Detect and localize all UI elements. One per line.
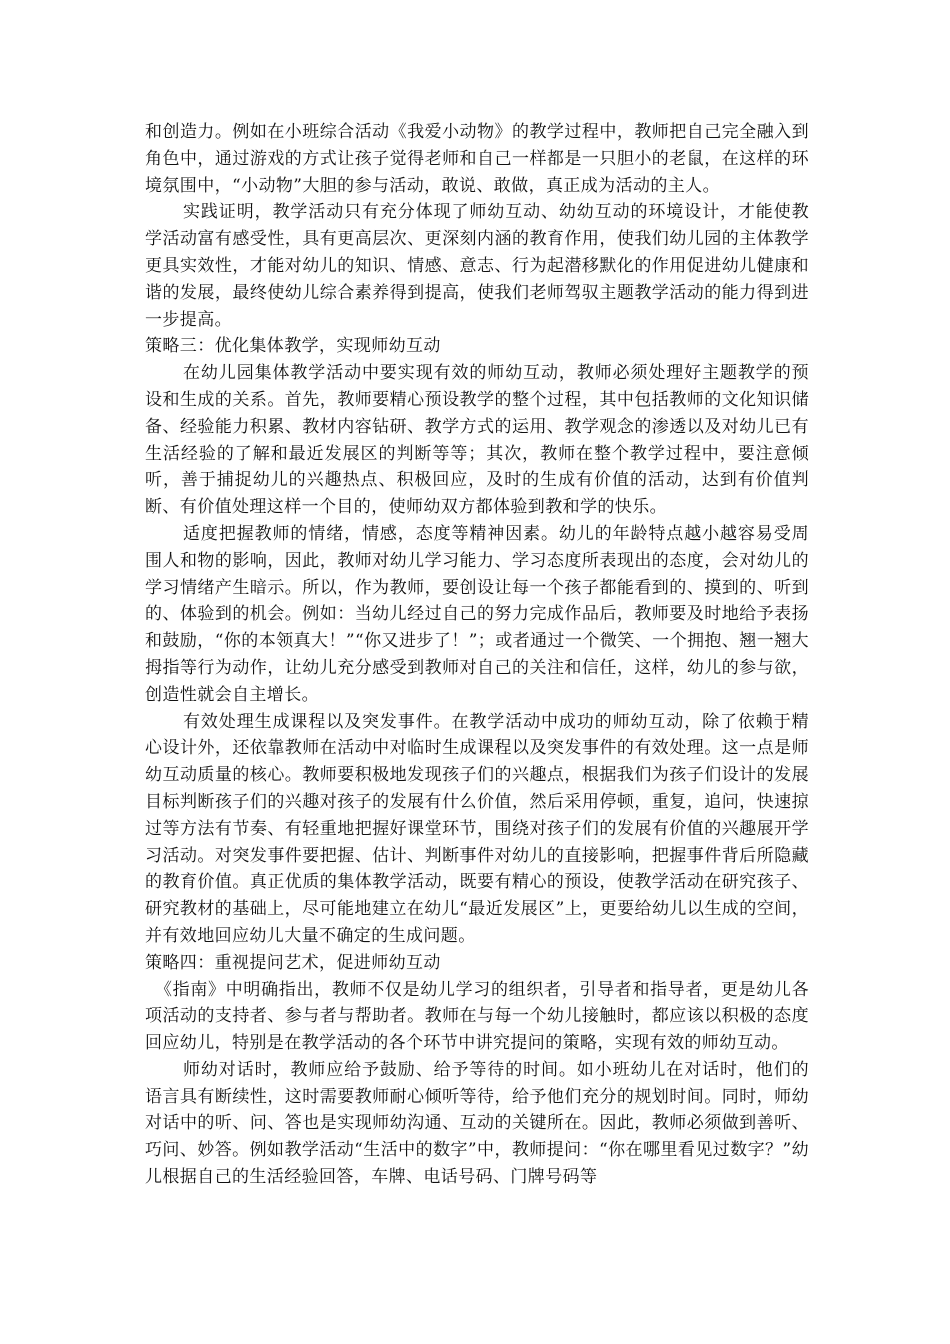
paragraph-generated-curriculum: 有效处理生成课程以及突发事件。在教学活动中成功的师幼互动，除了依赖于精心设计外，还依靠教师在活动中对临时生成课程以及突发事件的有效处理。这一点是师幼互动质量的核心。教师要积极地发现孩子们的兴趣点，根据我们为孩子们设计的发展目标判断孩子们的兴趣对孩子的发展有什么价值，然后采用停顿，重复，追问，快速掠过等方法有节奏、有轻重地把握好课堂环节，围绕对孩子们的发展有价值的兴趣展开学习活动。对突发事件要把握、估计、判断事件对幼儿的直接影响，把握事件背后所隐藏的教育价值。真正优质的集体教学活动，既要有精心的预设，使教学活动在研究孩子、研究教材的基础上，尽可能地建立在幼儿“最近发展区”上，更要给幼儿以生成的空间，并有效地回应幼儿大量不确定的生成问题。 [145,711,809,946]
section-heading-strategy-3: 策略三：优化集体教学，实现师幼互动 [145,336,441,357]
section-heading-strategy-4: 策略四：重视提问艺术，促进师幼互动 [145,952,441,973]
paragraph-continuation: 和创造力。例如在小班综合活动《我爱小动物》的教学过程中，教师把自己完全融入到角色中，通过游戏的方式让孩子觉得老师和自己一样都是一只胆小的老鼠，在这样的环境氛围中，“小动物”大胆的参与活动，敢说、敢做，真正成为活动的主人。 [145,122,809,196]
paragraph-dialogue: 师幼对话时，教师应给予鼓励、给予等待的时间。如小班幼儿在对话时，他们的语言具有断续性，这时需要教师耐心倾听等待，给予他们充分的规划时间。同时，师幼对话中的听、问、答也是实现师幼沟通、互动的关键所在。因此，教师必须做到善听、巧问、妙答。例如教学活动“生活中的数字”中，教师提问：“你在哪里看见过数字？”幼儿根据自己的生活经验回答，车牌、电话号码、门牌号码等 [145,1059,809,1188]
paragraph-guideline: 《指南》中明确指出，教师不仅是幼儿学习的组织者，引导者和指导者，更是幼儿各项活动的支持者、参与者与帮助者。教师在与每一个幼儿接触时，都应该以积极的态度回应幼儿，特别是在教学活动的各个环节中讲究提问的策略，实现有效的师幼互动。 [145,979,809,1054]
paragraph-teacher-emotion: 适度把握教师的情绪，情感，态度等精神因素。幼儿的年龄特点越小越容易受周围人和物的影响，因此，教师对幼儿学习能力、学习态度所表现出的态度，会对幼儿的学习情绪产生暗示。所以，作为教师，要创设让每一个孩子都能看到的、摸到的、听到的、体验到的机会。例如：当幼儿经过自己的努力完成作品后，教师要及时地给予表扬和鼓励，“你的本领真大！”“你又进步了！”；或者通过一个微笑、一个拥抱、翘一翘大拇指等行为动作，让幼儿充分感受到教师对自己的关注和信任，这样，幼儿的参与欲，创造性就会自主增长。 [145,523,809,705]
paragraph-practice-proof: 实践证明，教学活动只有充分体现了师幼互动、幼幼互动的环境设计，才能使教学活动富有感受性，具有更高层次、更深刻内涵的教育作用，使我们幼儿园的主体教学更具实效性，才能对幼儿的知识、情感、意志、行为起潜移默化的作用促进幼儿健康和谐的发展，最终使幼儿综合素养得到提高，使我们老师驾驭主题教学活动的能力得到进一步提高。 [145,202,809,330]
document-body [145,119,809,1191]
paragraph-collective-teaching: 在幼儿园集体教学活动中要实现有效的师幼互动，教师必须处理好主题教学的预设和生成的关系。首先，教师要精心预设教学的整个过程，其中包括教师的文化知识储备、经验能力积累、教材内容钻研、教学方式的运用、教学观念的渗透以及对幼儿已有生活经验的了解和最近发展区的判断等等；其次，教师在整个教学过程中，要注意倾听，善于捕捉幼儿的兴趣热点、积极回应，及时的生成有价值的活动，达到有价值判断、有价值处理这样一个目的，使师幼双方都体验到教和学的快乐。 [145,363,809,518]
